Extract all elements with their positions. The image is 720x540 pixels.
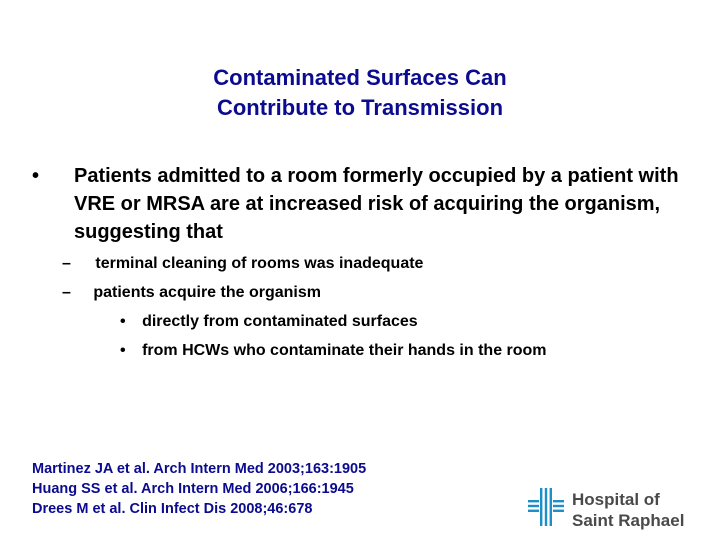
main-bullet-text: Patients admitted to a room formerly occupied by a patient with VRE or MRSA are at increased risk of acquiring the organism, suggesting that (74, 165, 679, 243)
reference-item: Huang SS et al. Arch Intern Med 2006;166:1945 (32, 481, 354, 497)
hospital-logo-text (572, 489, 684, 531)
hospital-logo (527, 487, 717, 531)
bullet-marker: • (120, 342, 126, 359)
slide-title-line-1: Contaminated Surfaces Can (213, 65, 507, 90)
sub-item-text: patients acquire the organism (93, 284, 321, 301)
sub-item-text: terminal cleaning of rooms was inadequate (95, 255, 424, 272)
main-bullet (32, 162, 682, 246)
dash-marker: – (62, 255, 71, 272)
sub-sub-item-text: from HCWs who contaminate their hands in the room (142, 342, 547, 359)
slide-title (0, 63, 720, 123)
sub-sub-item-text: directly from contaminated surfaces (142, 313, 418, 330)
reference-item: Drees M et al. Clin Infect Dis 2008;46:678 (32, 501, 313, 517)
references (32, 459, 366, 519)
slide-title-line-2: Contribute to Transmission (216, 95, 504, 120)
hospital-logo-line-2: Saint Raphael (572, 511, 685, 530)
sub-item (62, 283, 321, 303)
sub-sub-item (120, 312, 418, 332)
hospital-logo-line-1: Hospital of (572, 490, 660, 509)
dash-marker: – (62, 284, 71, 301)
reference-item: Martinez JA et al. Arch Intern Med 2003;163:1905 (32, 461, 367, 477)
bullet-marker: • (32, 165, 40, 187)
bullet-marker: • (120, 313, 126, 330)
sub-sub-item (120, 341, 547, 361)
striped-cross-icon (527, 487, 565, 527)
sub-item (62, 254, 423, 274)
